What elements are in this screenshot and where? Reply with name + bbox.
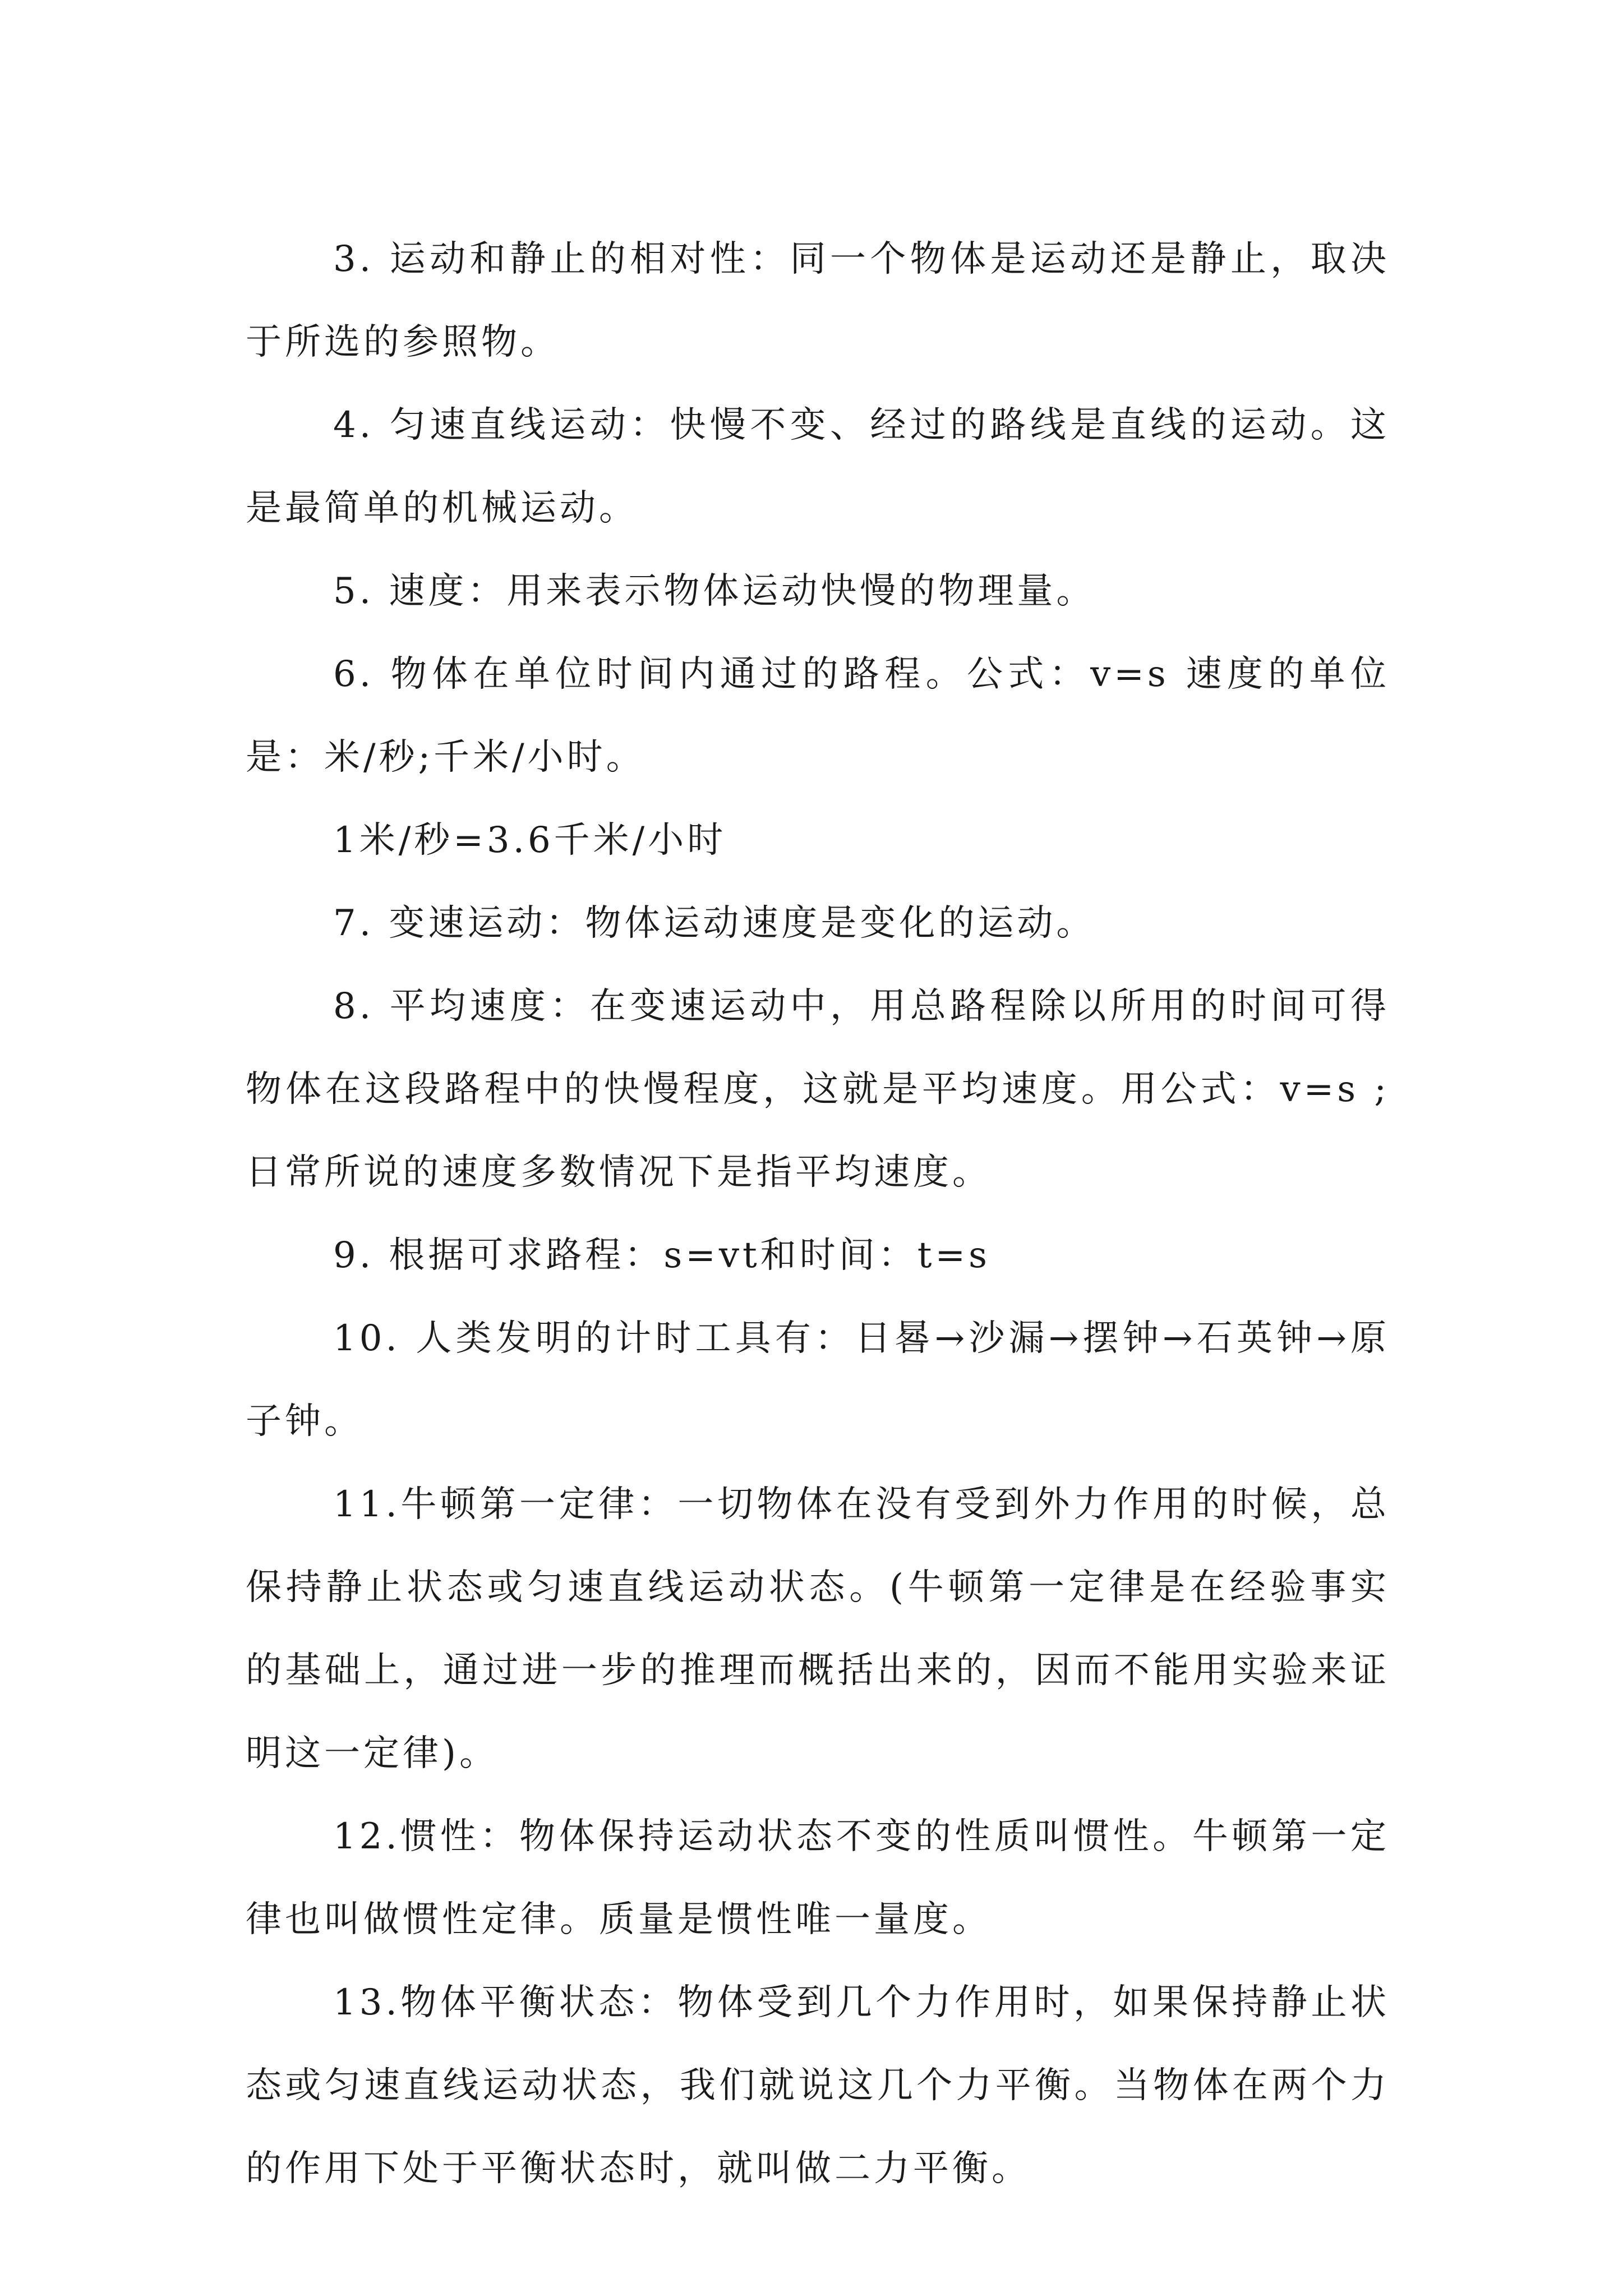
paragraph-4-uniform-motion: 4. 匀速直线运动：快慢不变、经过的路线是直线的运动。这是最简单的机械运动。 — [246, 404, 1390, 529]
paragraph-11-newton-first-law: 11.牛顿第一定律：一切物体在没有受到外力作用的时候，总保持静止状态或匀速直线运动状态。(牛顿第一定律是在经验事实的基础上，通过进一步的推理而概括出来的，因而不能用实验来证明这一定律)。 — [246, 1484, 1390, 1774]
paragraph-unit-conversion: 1米/秒=3.6千米/小时 — [333, 820, 727, 861]
paragraph-8-average-speed: 8. 平均速度：在变速运动中，用总路程除以所用的时间可得物体在这段路程中的快慢程度，这就是平均速度。用公式：v=s ;日常所说的速度多数情况下是指平均速度。 — [246, 986, 1390, 1193]
document-body — [246, 218, 1390, 2210]
paragraph-5-speed: 5. 速度：用来表示物体运动快慢的物理量。 — [333, 570, 1096, 612]
paragraph-13-equilibrium: 13.物体平衡状态：物体受到几个力作用时，如果保持静止状态或匀速直线运动状态，我们就说这几个力平衡。当物体在两个力的作用下处于平衡状态时，就叫做二力平衡。 — [246, 1982, 1390, 2189]
paragraph-3-relativity: 3. 运动和静止的相对性：同一个物体是运动还是静止，取决于所选的参照物。 — [246, 238, 1390, 363]
paragraph-12-inertia: 12.惯性：物体保持运动状态不变的性质叫惯性。牛顿第一定律也叫做惯性定律。质量是惯性唯一量度。 — [246, 1816, 1390, 1940]
paragraph-6-speed-definition: 6. 物体在单位时间内通过的路程。公式：v=s 速度的单位是：米/秒;千米/小时。 — [246, 654, 1390, 778]
paragraph-7-variable-motion: 7. 变速运动：物体运动速度是变化的运动。 — [333, 903, 1096, 944]
paragraph-9-distance-time: 9. 根据可求路程：s=vt和时间：t=s — [333, 1235, 990, 1276]
paragraph-10-timekeeping: 10. 人类发明的计时工具有：日晷→沙漏→摆钟→石英钟→原子钟。 — [246, 1318, 1390, 1442]
